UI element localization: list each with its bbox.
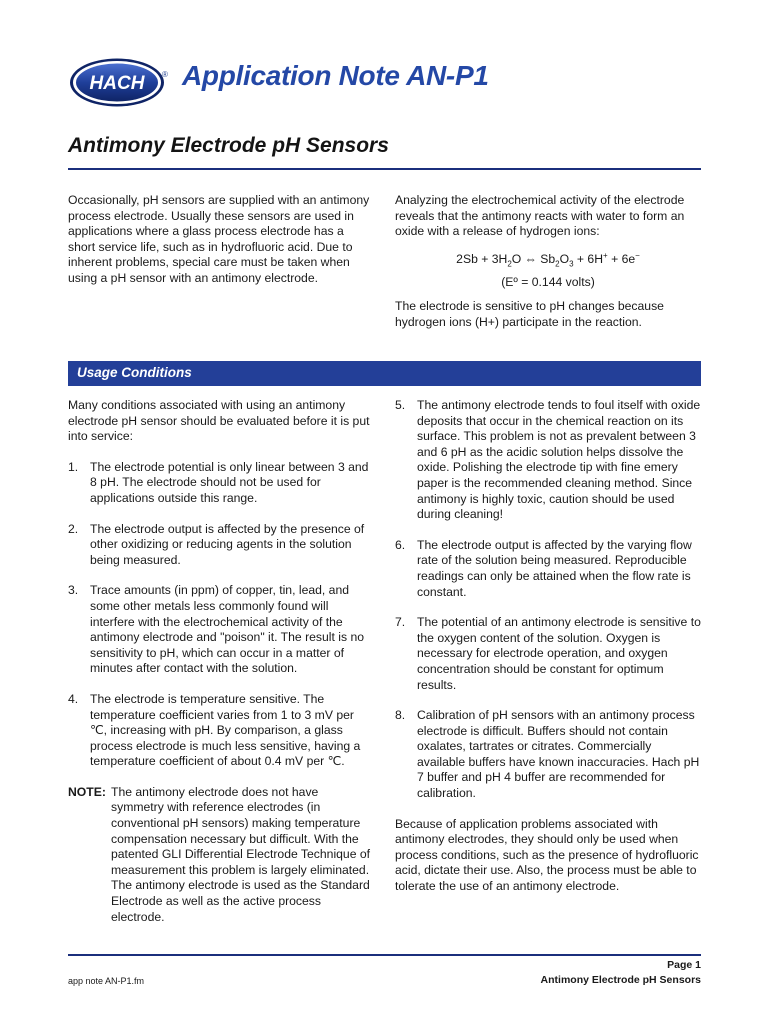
footer-file-name: app note AN-P1.fm [68,976,145,986]
reaction-equation: $2Sb + 3H_2O$ ⇔ $Sb_2O_3 + 6H^+ + 6e^-$ [456,250,640,269]
reaction-intro: Analyzing the electrochemical activity of the electrode reveals that the antimony reacts with water to form an oxide with a release of hydrogen ions: [395,193,685,239]
list-item: 4. The electrode is temperature sensitive. The temperature coefficient varies from 1 to 3 mV per ℃, increasing with pH. By comparison, a glass process electrode is much less sensitive, having a temperature coefficient of about 0.4 mV per ℃. [68,691,361,769]
list-item: 6. The electrode output is affected by the varying flow rate of the solution being measured. Reproducible readings can only be attained when the flow rate is constant. [395,537,692,599]
hach-logo [68,57,166,108]
usage-lead: Many conditions associated with using an antimony electrode pH sensor should be evaluated before it is put into service: [68,398,370,444]
intro-left-column [68,193,373,287]
doc-title: Antimony Electrode pH Sensors [68,134,389,157]
app-note-title: Application Note AN-P1 [182,60,489,91]
bottom-rule [68,954,701,956]
usage-right-column [395,398,701,895]
list-item: 2. The electrode output is affected by the presence of other oxidizing or reducing agents in the solution being measured. [68,521,365,567]
sensitivity-paragraph: The electrode is sensitive to pH changes because hydrogen ions (H+) participate in the reaction. [395,298,664,329]
note-label: NOTE: [68,784,106,799]
registered-mark: ® [162,70,168,79]
list-item: 8. Calibration of pH sensors with an antimony process electrode is difficult. Buffers should not contain oxalates, tartrates or citrates. Commercially available buffers have known inaccuracies. Hach pH 7 buffer and pH 4 buffer are recommended for calibration. [395,708,700,801]
intro-paragraph: Occasionally, pH sensors are supplied with an antimony process electrode. Usually these sensors are used in applications where a glass process electrode has a short service life, such as in hydrofluoric acid. Due to inherent problems, special care must be taken when using a pH sensor with an antimony electrode. [68,193,370,285]
list-item: 3. Trace amounts (in ppm) of copper, tin, lead, and some other metals less commonly found will interfere with the electrochemical activity of the antimony electrode and "poison" it. The result is no sensitivity to pH, which can occur in a matter of minutes after contact with the solution. [68,583,364,676]
closing-paragraph: Because of application problems associated with antimony electrodes, they should only be used when process conditions, such as the presence of hydrofluoric acid, dictate their use. Also, the process must be able to tolerate the use of an antimony electrode. [395,816,699,894]
usage-left-column [68,398,373,925]
intro-right-column [395,193,701,330]
list-item: 5. The antimony electrode tends to foul itself with oxide deposits that occur in the chemical reaction on its surface. This problem is not as prevalent between 3 and 6 pH as the acidic solution helps dissolve the oxide. Polishing the electrode tip with fine emery paper is the recommended cleaning method. Since antimony is highly toxic, caution should be used during cleaning! [395,398,701,522]
footer-page-number: Page 1 [667,959,701,971]
logo-text: HACH [89,73,145,94]
top-rule [68,168,701,170]
usage-conditions-heading: Usage Conditions [77,365,192,380]
list-item: 7. The potential of an antimony electrode is sensitive to the oxygen content of the solution. Oxygen is necessary for electrode operation, and oxygen concentration should be constant for optimum results. [395,615,701,692]
standard-potential: (Eº = 0.144 volts) [501,275,595,290]
footer-title: Antimony Electrode pH Sensors [540,974,701,986]
usage-conditions-heading-band [68,361,701,386]
note-text: The antimony electrode does not have symmetry with reference electrodes (in conventional pH sensors) making temperature compensation necessary but difficult. With the patented GLI Differential Electrode Technique of measurement this problem is largely eliminated. The antimony electrode is used as the Standard Electrode as well as the active process electrode. [111,784,371,924]
list-item: 1. The electrode potential is only linear between 3 and 8 pH. The electrode should not be used for applications outside this range. [68,459,369,505]
note-block [68,785,373,925]
